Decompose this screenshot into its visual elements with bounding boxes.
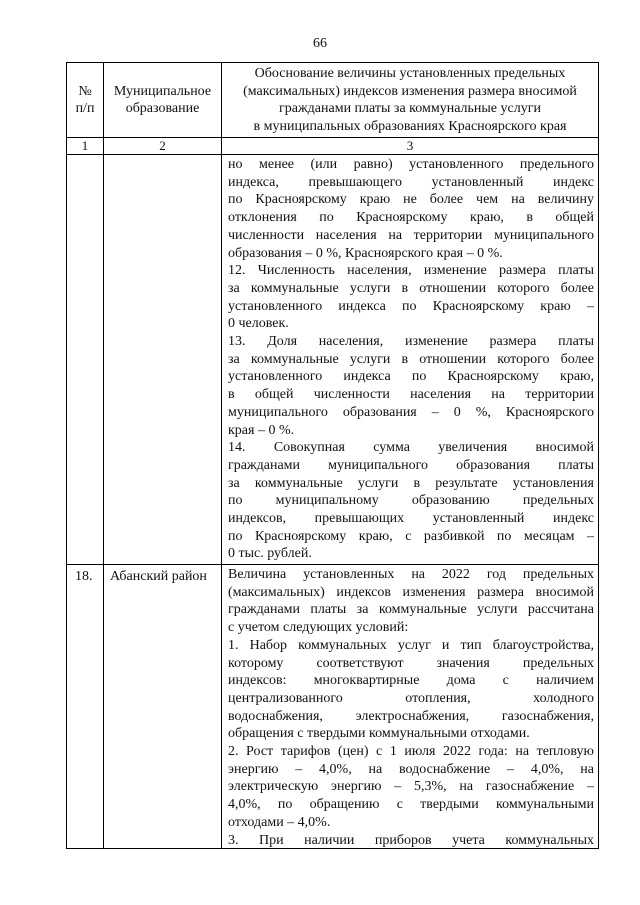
justification-line: 13. Доля населения, изменение размера платы: [228, 334, 594, 349]
justification-line: за коммунальные услуги в отношении которого более: [228, 351, 594, 367]
justification-line: энергию – 4,0%, на водоснабжение – 4,0%, на: [228, 761, 594, 777]
justification-line: за коммунальные услуги в отношении которого более: [228, 280, 594, 296]
justification-line: за коммунальные услуги в результате установления: [228, 475, 594, 491]
justification-line: обращения с твердыми коммунальными отходами.: [228, 726, 530, 742]
table-header-row: [67, 63, 599, 138]
justification-line: Величина установленных на 2022 год предельных: [228, 567, 594, 582]
column-index: 1: [67, 138, 104, 155]
header-justification-line: (максимальных) индексов изменения размера вносимой: [243, 83, 577, 99]
justification-line: установленного индекса по Красноярскому краю,: [228, 369, 594, 385]
justification-line: 12. Численность населения, изменение размера платы: [228, 263, 594, 279]
table-row: [67, 155, 599, 565]
row-number-cell: [67, 565, 104, 849]
justification-line: отходами – 4,0%.: [228, 814, 331, 830]
justification-line: 0 человек.: [228, 316, 289, 332]
justification-cell: [222, 565, 599, 849]
column-index: 3: [222, 138, 599, 155]
justification-line: (максимальных) индексов изменения размера вносимой: [228, 584, 594, 600]
justification-line: 0 тыс. рублей.: [228, 546, 312, 562]
justification-line: централизованного отопления, холодного: [228, 690, 594, 706]
justification-line: края – 0 %.: [228, 422, 295, 438]
justification-line: муниципального образования – 0 %, Красноярского: [228, 404, 594, 420]
justification-line: индекса, превышающего установленный индекс: [228, 174, 594, 190]
justification-line: с учетом следующих условий:: [228, 620, 409, 636]
justification-line: 2. Рост тарифов (цен) с 1 июля 2022 года: на тепловую: [228, 744, 594, 759]
row-number: 18.: [75, 569, 93, 584]
municipality-cell: [104, 155, 222, 565]
justification-line: водоснабжения, электроснабжения, газоснабжения,: [228, 708, 594, 724]
column-index: 2: [104, 138, 222, 155]
header-justification-line: гражданами платы за коммунальные услуги: [279, 101, 541, 116]
header-municipality: [104, 63, 222, 138]
justification-line: 1. Набор коммунальных услуг и тип благоустройства,: [228, 637, 594, 653]
justification-line: гражданами муниципального образования платы: [228, 457, 594, 473]
justification-line: отклонения по Красноярскому краю, в общей: [228, 210, 594, 226]
justification-line: численности населения на территории муниципального: [228, 227, 594, 243]
justification-line: но менее (или равно) установленного предельного: [228, 157, 594, 172]
header-number-line: №: [78, 84, 92, 99]
table-row: [67, 565, 599, 849]
justification-line: индексов: многоквартирные дома с наличием: [228, 673, 594, 689]
municipality-name: Абанский район: [110, 569, 207, 584]
page-number: 66: [313, 36, 327, 51]
header-justification-line: Обоснование величины установленных предельных: [254, 66, 566, 81]
justification-line: по Красноярскому краю, с разбивкой по месяцам –: [228, 528, 594, 544]
justification-line: гражданами платы за коммунальные услуги рассчитана: [228, 602, 594, 618]
header-justification-line: в муниципальных образованиях Красноярского края: [253, 118, 567, 134]
header-municipality-line: Муниципальное: [113, 84, 212, 99]
header-justification: [222, 63, 599, 138]
justification-line: 14. Совокупная сумма увеличения вносимой: [228, 440, 594, 456]
justification-line: которому соответствуют значения предельных: [228, 655, 594, 671]
header-municipality-line: образование: [125, 101, 200, 116]
justification-line: по муниципальному образованию предельных: [228, 493, 594, 509]
header-number: [67, 63, 104, 138]
municipality-cell: [104, 565, 222, 849]
justification-line: в общей численности населения на территории: [228, 387, 594, 403]
justification-line: по Красноярскому краю не более чем на величину: [228, 192, 594, 208]
header-number-line: п/п: [75, 101, 95, 116]
justification-line: электрическую энергию – 5,3%, на газоснабжение –: [228, 779, 594, 795]
justification-table: [66, 62, 599, 849]
justification-cell: [222, 155, 599, 565]
column-index-row: [67, 138, 599, 155]
justification-line: 4,0%, по обращению с твердыми коммунальными: [228, 797, 594, 813]
justification-line: установленного индекса по Красноярскому краю –: [228, 298, 594, 314]
justification-line: индексов, превышающих установленный индекс: [228, 511, 594, 526]
justification-line: образования – 0 %, Красноярского края – 0 %.: [228, 245, 503, 261]
justification-line: 3. При наличии приборов учета коммунальных: [228, 832, 594, 848]
row-number-cell: [67, 155, 104, 565]
